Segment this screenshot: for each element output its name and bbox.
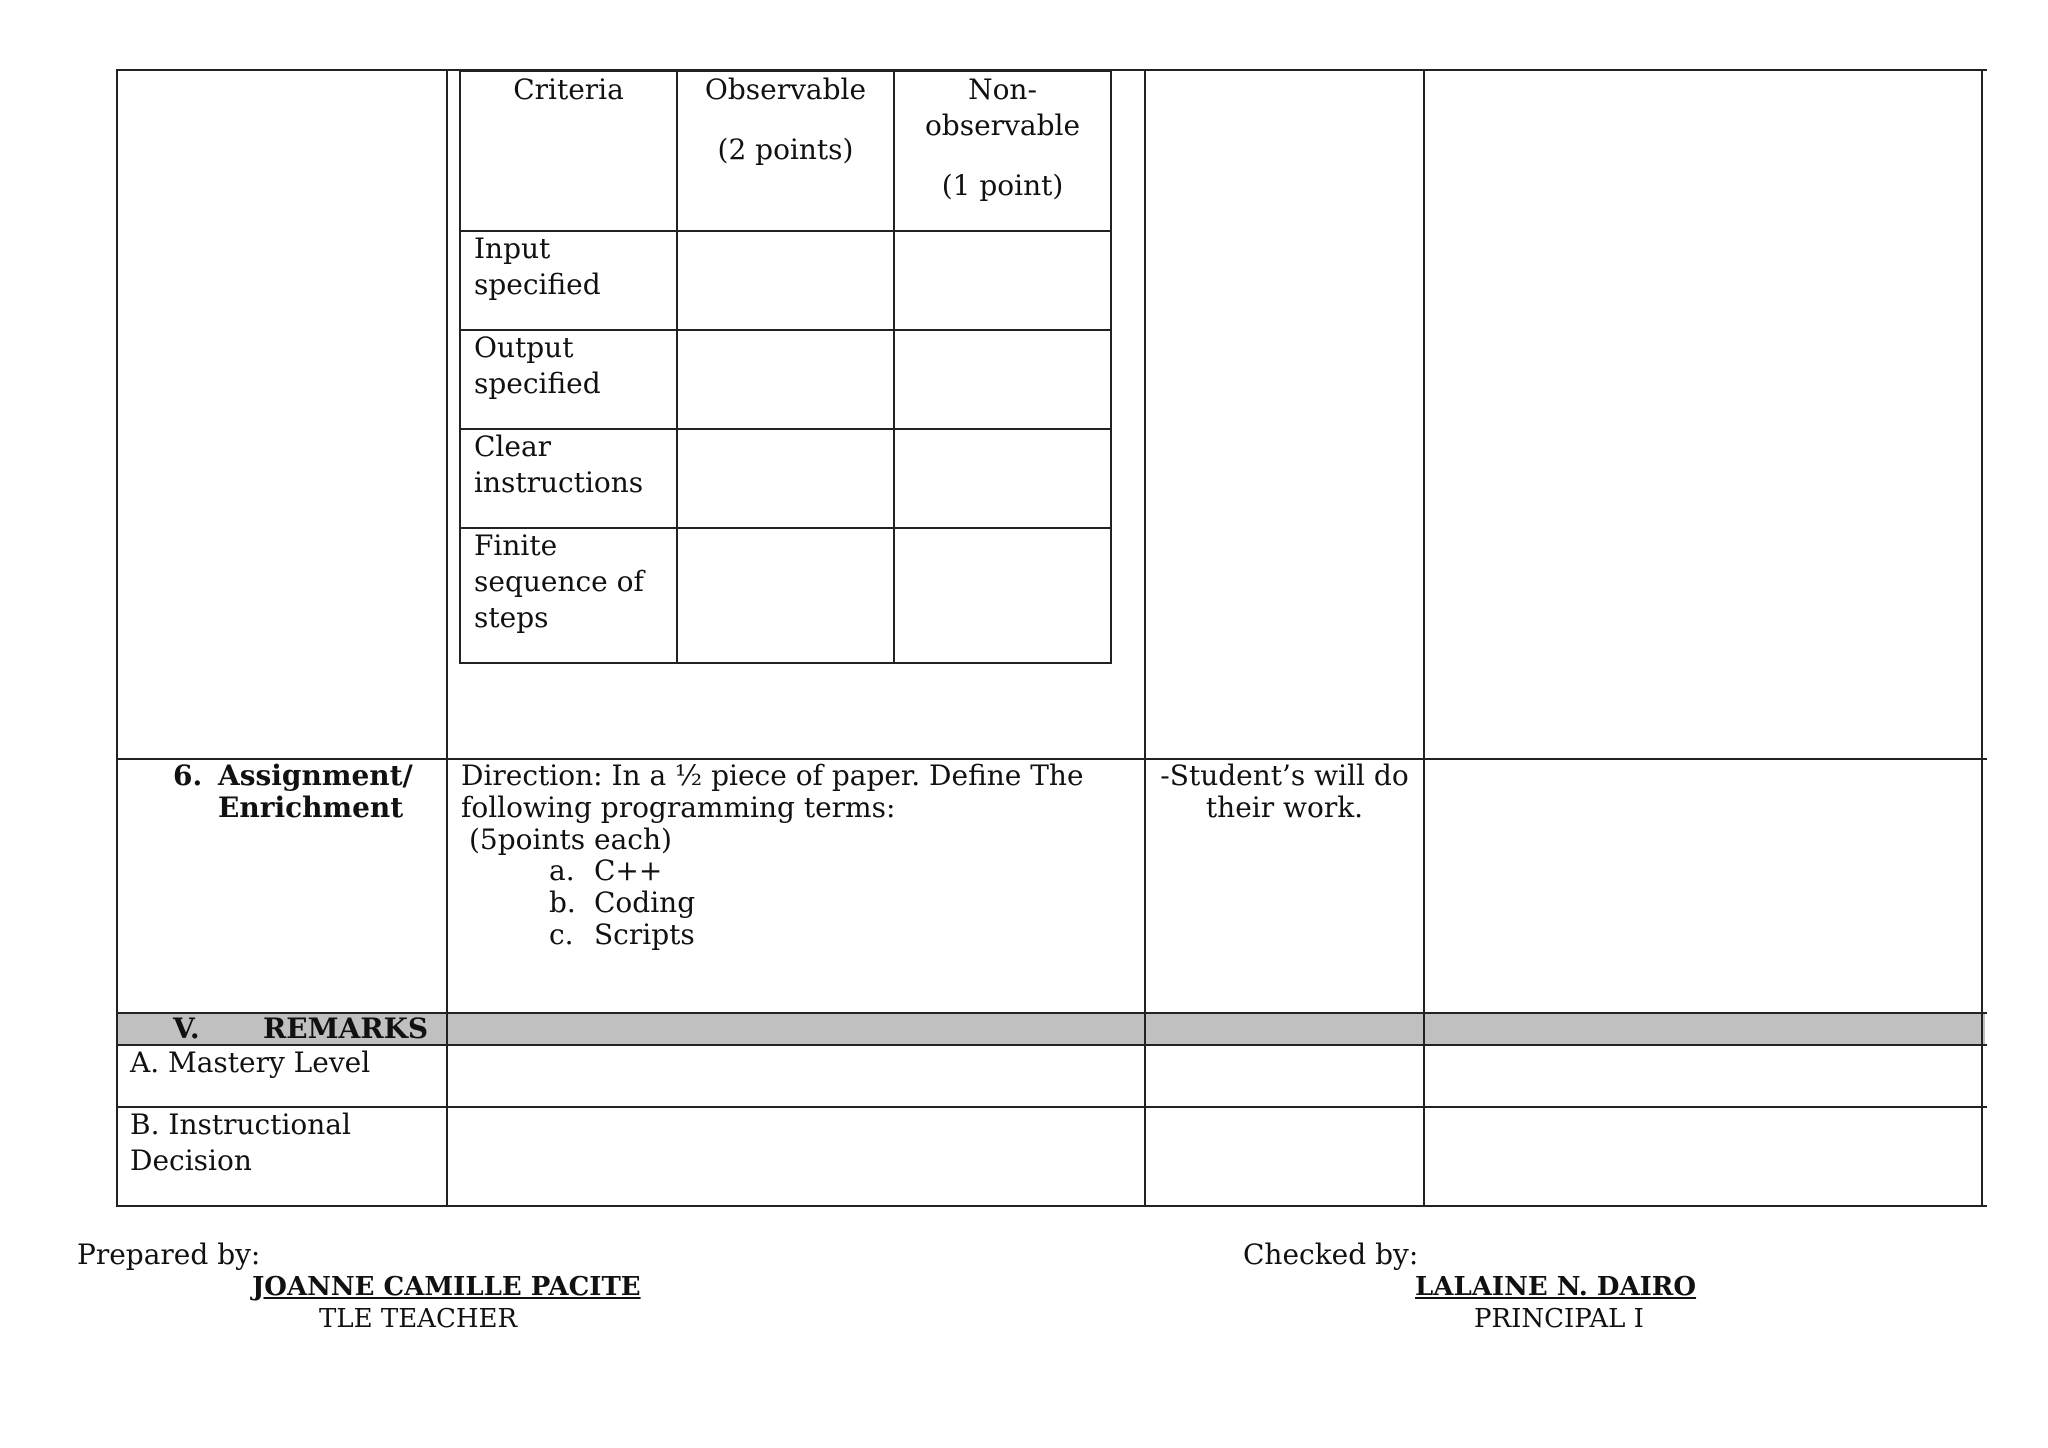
- outer-table-right-border: [1981, 69, 1983, 1207]
- prepared-by-name: JOANNE CAMILLE PACITE: [252, 1272, 641, 1302]
- outer-table-bottom-border: [116, 1205, 1987, 1207]
- outer-table-left-border: [116, 69, 118, 1207]
- rubric-criterion-line: Clear: [474, 430, 552, 463]
- rubric-criterion-line: steps: [474, 601, 549, 634]
- list-item: C++: [594, 854, 663, 887]
- prepared-by-role: TLE TEACHER: [319, 1304, 518, 1334]
- rubric-right-border: [1110, 70, 1112, 664]
- rubric-criterion-line: specified: [474, 268, 601, 301]
- remarks-numeral: V.: [173, 1012, 200, 1045]
- list-item: Scripts: [594, 918, 695, 951]
- instructional-decision-label: B. Instructional: [130, 1108, 351, 1141]
- rubric-criterion-line: sequence of: [474, 565, 644, 598]
- assignment-number: 6.: [173, 759, 203, 792]
- instructional-decision-label-2: Decision: [130, 1144, 252, 1177]
- checked-by-name: LALAINE N. DAIRO: [1415, 1272, 1697, 1302]
- rubric-left-border: [459, 70, 461, 664]
- rubric-header-observable: Observable: [704, 73, 867, 106]
- list-item-marker: c.: [549, 918, 574, 951]
- prepared-by-label: Prepared by:: [77, 1238, 261, 1271]
- assignment-label-2: Enrichment: [218, 791, 404, 824]
- rubric-header-nonobservable: Non-: [968, 73, 1037, 106]
- rubric-header-criteria: Criteria: [513, 73, 624, 106]
- rubric-header-nonobservable-2: observable: [924, 109, 1081, 142]
- rubric-criterion-line: Input: [474, 232, 551, 265]
- outer-table-column-divider: [1423, 69, 1425, 1207]
- outer-table-column-divider: [446, 69, 448, 1207]
- assignment-direction-2: following programming terms:: [461, 791, 896, 824]
- student-activity-2: their work.: [1205, 791, 1364, 824]
- rubric-criterion-line: Finite: [474, 529, 558, 562]
- rubric-bottom-border: [459, 662, 1112, 664]
- mastery-level-label: A. Mastery Level: [130, 1046, 371, 1079]
- rubric-criterion-line: specified: [474, 367, 601, 400]
- rubric-column-divider: [893, 70, 895, 664]
- list-item-marker: b.: [549, 886, 576, 919]
- rubric-header-nonobservable-points: (1 point): [941, 169, 1064, 202]
- assignment-direction-3: (5points each): [469, 823, 672, 856]
- list-item-marker: a.: [549, 854, 575, 887]
- rubric-criterion-line: Output: [474, 331, 574, 364]
- assignment-label: Assignment/: [218, 759, 413, 792]
- outer-table-column-divider: [1144, 69, 1146, 1207]
- rubric-criterion-line: instructions: [474, 466, 644, 499]
- rubric-row-divider: [459, 428, 1112, 430]
- assignment-direction: Direction: In a ½ piece of paper. Define The: [461, 759, 1084, 792]
- rubric-header-observable-points: (2 points): [717, 133, 854, 166]
- list-item: Coding: [594, 886, 696, 919]
- outer-table-row-divider: [116, 1106, 1987, 1108]
- checked-by-role: PRINCIPAL I: [1474, 1304, 1644, 1334]
- remarks-title: REMARKS: [263, 1012, 429, 1045]
- student-activity: -Student’s will do: [1160, 759, 1409, 792]
- rubric-row-divider: [459, 230, 1112, 232]
- checked-by-label: Checked by:: [1243, 1238, 1419, 1271]
